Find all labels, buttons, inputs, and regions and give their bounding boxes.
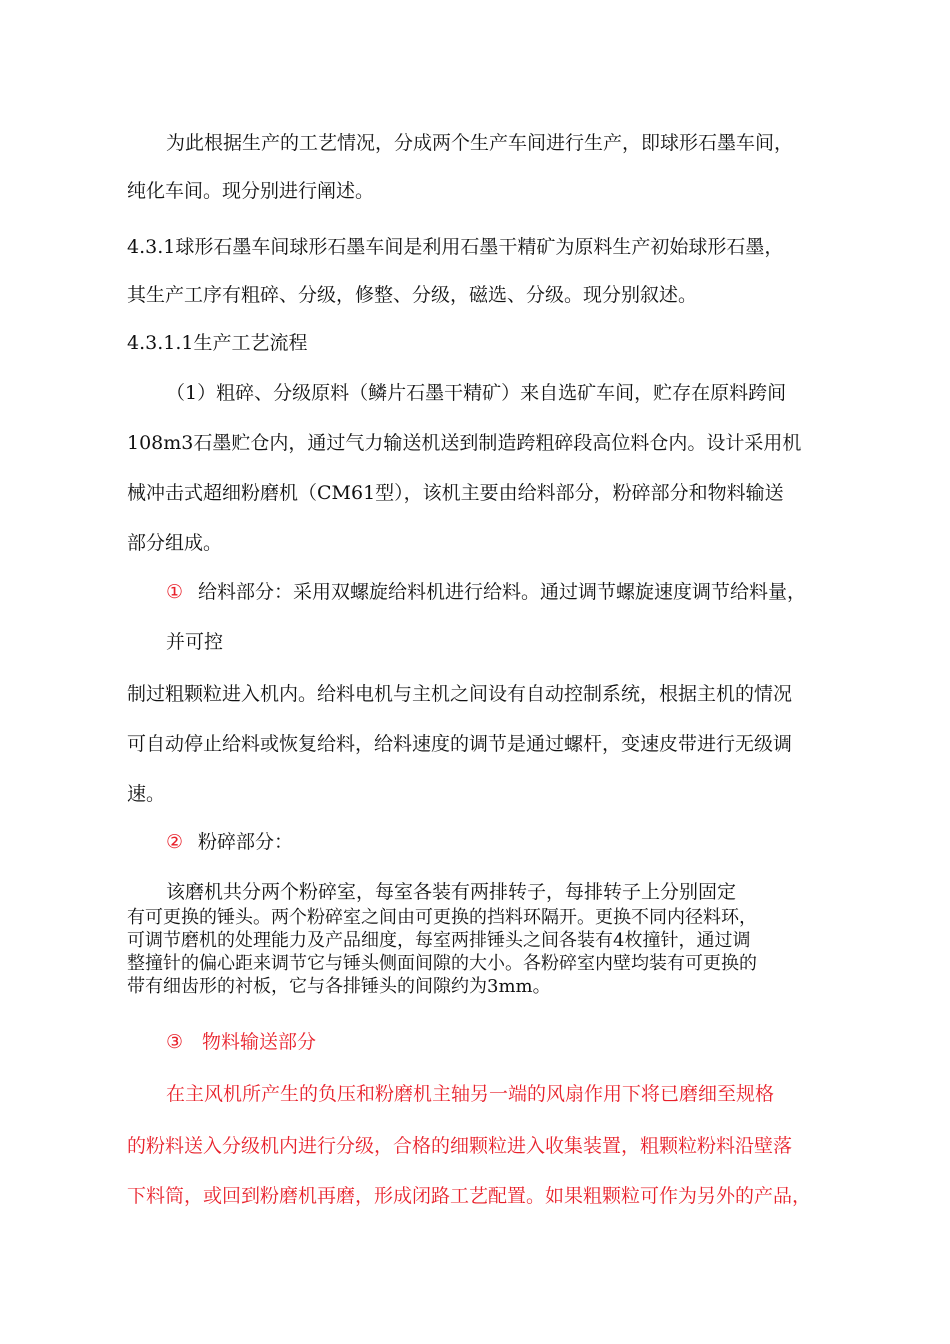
feed-line5: 速。 — [127, 783, 166, 805]
feed-line3: 制过粗颗粒进入机内。给料电机与主机之间设有自动控制系统，根据主机的情况 — [127, 683, 793, 705]
convey-title: 物料输送部分 — [202, 1031, 317, 1053]
section-4-3-1-line1: 4.3.1球形石墨车间球形石墨车间是利用石墨干精矿为原料生产初始球形石墨， — [127, 236, 784, 258]
feed-marker: ① — [166, 581, 184, 603]
para1-line2: 纯化车间。现分别进行阐述。 — [127, 180, 375, 202]
para1-line1: 为此根据生产的工艺情况，分成两个生产车间进行生产，即球形石墨车间， — [166, 132, 794, 154]
section-4-3-1-line2: 其生产工序有粗碎、分级，修整、分级，磁选、分级。现分别叙述。 — [127, 284, 698, 306]
feed-line4: 可自动停止给料或恢复给料，给料速度的调节是通过螺杆，变速皮带进行无级调 — [127, 733, 793, 755]
feed-line2: 并可控 — [166, 631, 224, 653]
crush-line5: 带有细齿形的衬板，它与各排锤头的间隙约为3mm。 — [127, 976, 551, 997]
crush-line3: 可调节磨机的处理能力及产品细度，每室两排锤头之间各装有4枚撞针，通过调 — [127, 930, 751, 951]
convey-line1: 在主风机所产生的负压和粉磨机主轴另一端的风扇作用下将已磨细至规格 — [166, 1083, 775, 1105]
convey-line3: 下料筒，或回到粉磨机再磨，形成闭路工艺配置。如果粗颗粒可作为另外的产品， — [127, 1185, 812, 1207]
item1-line2: 108m3石墨贮仓内，通过气力输送机送到制造跨粗碎段高位料仓内。设计采用机 — [127, 432, 802, 454]
convey-marker: ③ — [166, 1031, 184, 1053]
crush-marker: ② — [166, 831, 184, 853]
item1-line3: 械冲击式超细粉磨机（CM61型），该机主要由给料部分，粉碎部分和物料输送 — [127, 482, 784, 504]
feed-line1: 给料部分：采用双螺旋给料机进行给料。通过调节螺旋速度调节给料量， — [198, 581, 807, 603]
item1-line1: （1）粗碎、分级原料（鳞片石墨干精矿）来自选矿车间，贮存在原料跨间 — [166, 382, 787, 404]
crush-line2: 有可更换的锤头。两个粉碎室之间由可更换的挡料环隔开。更换不同内径料环， — [127, 907, 757, 928]
convey-line2: 的粉料送入分级机内进行分级，合格的细颗粒进入收集装置，粗颗粒粉料沿壁落 — [127, 1135, 793, 1157]
item1-line4: 部分组成。 — [127, 532, 223, 554]
crush-title: 粉碎部分： — [198, 831, 294, 853]
crush-line1: 该磨机共分两个粉碎室，每室各装有两排转子，每排转子上分别固定 — [166, 881, 737, 903]
section-heading-4-3-1-1: 4.3.1.1生产工艺流程 — [127, 332, 308, 354]
crush-line4: 整撞针的偏心距来调节它与锤头侧面间隙的大小。各粉碎室内壁均装有可更换的 — [127, 953, 757, 974]
